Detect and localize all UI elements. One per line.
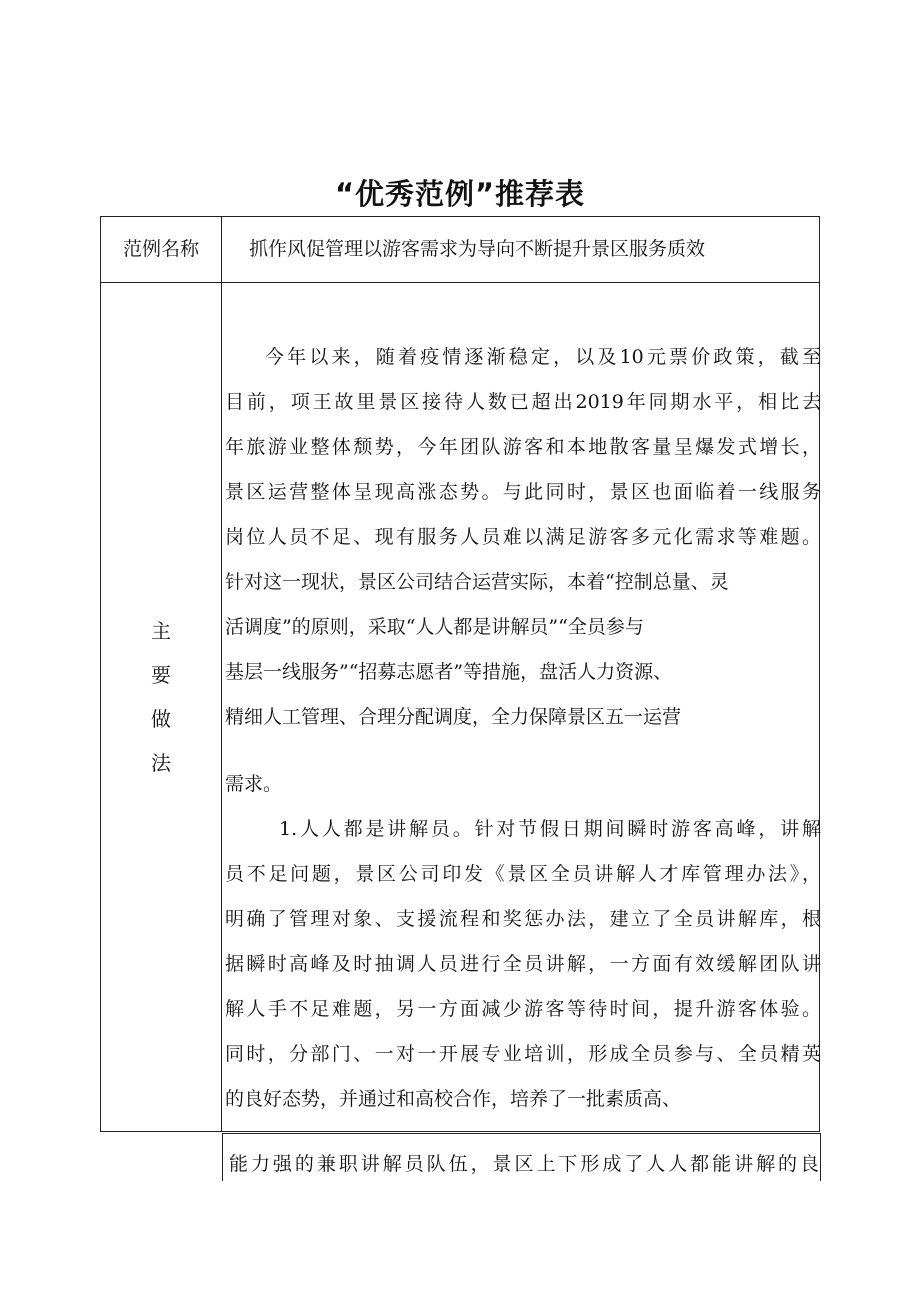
text-line: 岗位人员不足、现有服务人员难以满足游客多元化需求等难题。 <box>225 526 821 548</box>
label-char: 法 <box>151 751 171 775</box>
text-line: 活调度”的原则，采取“人人都是讲解员”“全员参与 <box>225 616 644 638</box>
table-row-divider <box>101 282 819 283</box>
table-column-divider <box>221 217 222 1131</box>
document-title: “优秀范例”推荐表 <box>334 177 586 211</box>
text-gap <box>225 740 821 762</box>
label-char: 主 <box>151 619 171 643</box>
text-line: 明确了管理对象、支援流程和奖惩办法，建立了全员讲解库，根 <box>225 908 821 930</box>
main-practices-label <box>101 609 221 785</box>
text-line: 据瞬时高峰及时抽调人员进行全员讲解，一方面有效缓解团队讲 <box>225 953 821 975</box>
text-line: 解人手不足难题，另一方面减少游客等待时间，提升游客体验。 <box>225 998 821 1020</box>
text-line: 能力强的兼职讲解员队伍，景区上下形成了人人都能讲解的良 <box>229 1153 819 1175</box>
text-line: 的良好态势，并通过和高校合作，培养了一批素质高、 <box>225 1088 682 1110</box>
example-name-value: 抓作风促管理以游客需求为导向不断提升景区服务质效 <box>249 238 706 260</box>
main-practices-text <box>225 335 821 1122</box>
example-name-label: 范例名称 <box>122 238 199 260</box>
continued-text-box <box>222 1133 821 1181</box>
text-line: 精细人工管理、合理分配调度，全力保障景区五一运营 <box>225 706 682 728</box>
recommendation-table <box>100 216 820 1132</box>
text-line: 员不足问题，景区公司印发《景区全员讲解人才库管理办法》， <box>225 863 821 885</box>
label-char: 做 <box>151 707 171 731</box>
text-line: 基层一线服务”“招募志愿者”等措施，盘活人力资源、 <box>225 661 673 683</box>
text-line: 年旅游业整体颓势，今年团队游客和本地散客量呈爆发式增长， <box>225 436 821 458</box>
text-line: 同时，分部门、一对一开展专业培训，形成全员参与、全员精英 <box>225 1043 821 1065</box>
text-line: 针对这一现状，景区公司结合运营实际，本着“控制总量、灵 <box>225 571 729 593</box>
text-line: 目前，项王故里景区接待人数已超出2019年同期水平，相比去 <box>225 391 821 413</box>
text-line: 景区运营整体呈现高涨态势。与此同时，景区也面临着一线服务 <box>225 481 821 503</box>
text-line: 今年以来，随着疫情逐渐稳定，以及10元票价政策，截至 <box>265 346 821 368</box>
text-line: 需求。 <box>225 773 283 795</box>
text-line: 1.人人都是讲解员。针对节假日期间瞬时游客高峰，讲解 <box>279 818 821 840</box>
label-char: 要 <box>151 663 171 687</box>
